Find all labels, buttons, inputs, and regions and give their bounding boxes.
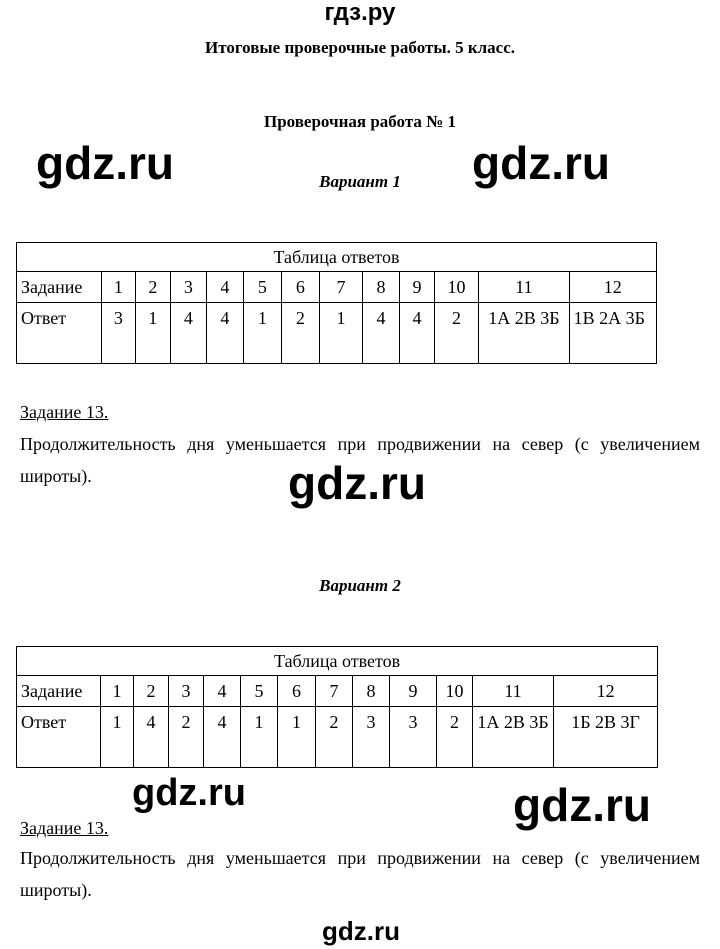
watermark: gdz.ru: [472, 137, 610, 189]
answer-row: [17, 707, 658, 768]
work-title: Проверочная работа № 1: [264, 112, 456, 131]
task-number: 1: [101, 676, 134, 707]
answer-cell: 1: [244, 303, 282, 364]
table-caption: Таблица ответов: [17, 647, 658, 676]
answer-cell: 1: [101, 707, 134, 768]
answer-cell: 3: [353, 707, 390, 768]
task-13-label: Задание 13.: [20, 818, 109, 838]
task-number: 7: [316, 676, 353, 707]
answer-cell: 1: [320, 303, 363, 364]
answer-cell: 2: [316, 707, 353, 768]
task-number: 4: [204, 676, 241, 707]
watermark: gdz.ru: [36, 137, 174, 189]
task-number: 8: [353, 676, 390, 707]
answer-cell: 4: [362, 303, 400, 364]
variant-1-title: Вариант 1: [319, 172, 401, 191]
task-number: 11: [473, 676, 554, 707]
task-row: [17, 676, 658, 707]
row-label-task: Задание: [17, 676, 101, 707]
answer-cell: 1: [241, 707, 278, 768]
answer-cell: 1: [278, 707, 316, 768]
task-row: [17, 272, 657, 303]
task-number: 5: [241, 676, 278, 707]
task-number: 8: [362, 272, 400, 303]
answer-cell: 2: [169, 707, 204, 768]
answer-table-variant-2: [16, 646, 658, 768]
task-number: 9: [400, 272, 434, 303]
watermark: gdz.ru: [288, 457, 426, 509]
answer-cell: 4: [134, 707, 169, 768]
answer-cell: 4: [400, 303, 434, 364]
answer-cell: 2: [437, 707, 473, 768]
watermark: gdz.ru: [513, 779, 651, 831]
task-number: 1: [102, 272, 135, 303]
task-number: 10: [437, 676, 473, 707]
variant-2-title: Вариант 2: [319, 576, 401, 595]
answer-cell: 1А 2В 3Б: [479, 303, 569, 364]
task-13-answer: Продолжительность дня уменьшается при продвижении на север (с увеличением широты).: [20, 848, 700, 900]
task-number: 11: [479, 272, 569, 303]
row-label-answer: Ответ: [17, 707, 101, 768]
answer-cell: 4: [204, 707, 241, 768]
task-number: 9: [390, 676, 437, 707]
answer-cell: 4: [171, 303, 206, 364]
answer-cell: 1А 2В 3Б: [473, 707, 554, 768]
table-caption: Таблица ответов: [17, 243, 657, 272]
answer-cell: 2: [434, 303, 479, 364]
answer-row: [17, 303, 657, 364]
answer-cell: 1: [135, 303, 170, 364]
watermark: gdz.ru: [322, 916, 400, 946]
task-number: 7: [320, 272, 363, 303]
task-13-answer: Продолжительность дня уменьшается при продвижении на север (с увеличением широты).: [20, 434, 700, 486]
task-number: 12: [569, 272, 656, 303]
task-number: 3: [169, 676, 204, 707]
row-label-answer: Ответ: [17, 303, 102, 364]
site-watermark-top: гдз.ру: [324, 0, 396, 26]
answer-cell: 4: [206, 303, 244, 364]
answer-cell: 1Б 2В 3Г: [554, 707, 658, 768]
task-number: 6: [281, 272, 320, 303]
answer-cell: 1В 2А 3Б: [569, 303, 656, 364]
task-13-label: Задание 13.: [20, 402, 109, 422]
document-title: Итоговые проверочные работы. 5 класс.: [204, 38, 516, 57]
task-number: 10: [434, 272, 479, 303]
answer-table-variant-1: [16, 242, 657, 364]
task-number: 5: [244, 272, 282, 303]
task-number: 4: [206, 272, 244, 303]
task-number: 2: [134, 676, 169, 707]
task-number: 12: [554, 676, 658, 707]
task-number: 6: [278, 676, 316, 707]
task-number: 3: [171, 272, 206, 303]
answer-cell: 2: [281, 303, 320, 364]
row-label-task: Задание: [17, 272, 102, 303]
watermark: gdz.ru: [132, 772, 246, 814]
answer-cell: 3: [102, 303, 135, 364]
answer-cell: 3: [390, 707, 437, 768]
task-number: 2: [135, 272, 170, 303]
